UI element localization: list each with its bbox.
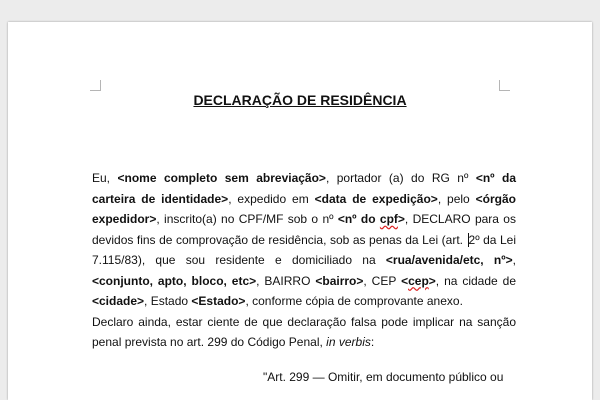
margin-marker-top-left <box>90 80 101 91</box>
spellcheck-mark: cpf <box>379 212 398 226</box>
document-title: DECLARAÇÃO DE RESIDÊNCIA <box>193 92 407 108</box>
paragraph-declaration: Eu, <nome completo sem abreviação>, portador (a) do RG nº <nº da carteira de identidade>, expedido em <data de expedição>, pelo <órgão expedidor>, inscrito(a) no CPF/MF sob o nº <nº do cpf>, DECLARO para os devidos fins de comprovação de residência, sob as penas da Lei (art. 2º da Lei 7.115/83), que sou residente e domiciliado na <rua/avenida/etc, nº>, <conjunto, apto, bloco, etc>, BAIRRO <bairro>, CEP <cep>, na cidade de <cidade>, Estado <Estado>, conforme cópia de comprovante anexo. <box>92 171 517 308</box>
quote-partial: "Art. 299 — Omitir, em documento público ou <box>263 370 504 384</box>
margin-marker-top-right <box>499 80 510 91</box>
spellcheck-mark: cep <box>408 273 429 288</box>
document-page <box>8 22 592 400</box>
paragraph-awareness: Declaro ainda, estar ciente de que declaração falsa pode implicar na sanção penal prevista no art. 299 do Código Penal, in verbis: <box>92 314 516 349</box>
document-body[interactable] <box>92 168 516 353</box>
